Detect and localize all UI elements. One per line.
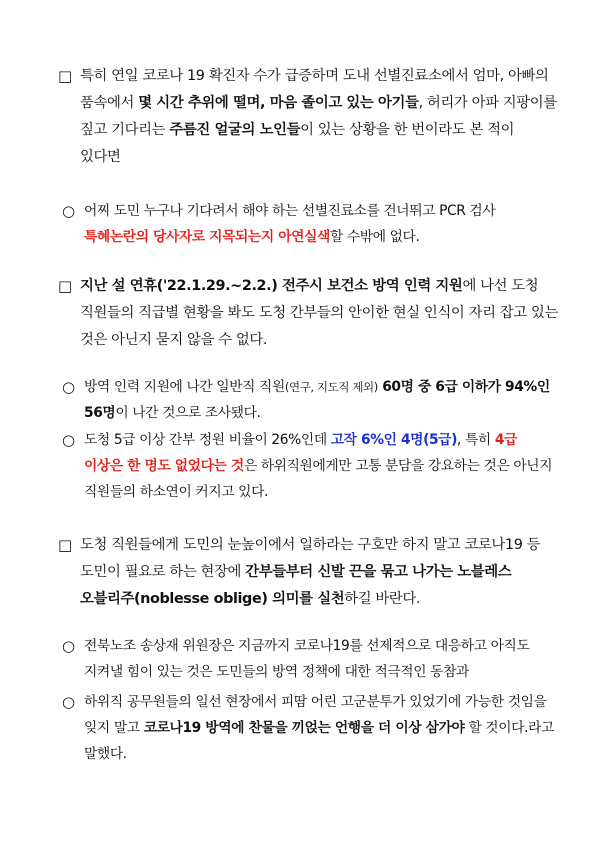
square-bullet-icon: □ [58,67,73,85]
text-run: 할 것이다.라고 말했다. [84,720,554,762]
bold-text-run: 간부들부터 신발 끈을 묶고 나가는 노블레스 오블리주(noblesse oblige) 의미를 실천 [80,564,512,607]
section-3 [58,532,558,613]
text-run: 은 하위직원에게만 고통 분담을 강요하는 것은 아닌지 직원들의 하소연이 커지고 있다. [84,458,553,500]
red-bold-text-run: 특혜논란의 당사자로 지목되는지 아연실색 [84,229,330,245]
section-2-sub-1 [62,374,558,426]
text-run: 특히 연일 코로나 19 확진자 수가 급증하며 도내 선별진료소에서 엄마, 아빠의 품속에서 [80,68,549,111]
section-1-main-paragraph [58,63,558,171]
text-run: 방역 인력 지원에 나간 일반직 직원 [84,379,285,395]
section-3-sub-2 [62,689,558,767]
blue-bold-text-run: 고작 6%인 4명(5급) [330,432,458,448]
paragraph-text [80,273,558,354]
circle-bullet-icon: ○ [62,431,76,449]
section-3-sub-paragraph-2 [62,689,558,767]
section-2-sub-2 [62,427,558,505]
text-run: 하위직 공무원들의 일선 현장에서 피땀 어린 고군분투가 있었기에 가능한 것임을 잊지 말고 [84,694,547,736]
paragraph-text [84,374,558,426]
paragraph-text [84,198,558,250]
section-3-main-paragraph [58,532,558,613]
bold-text-run: 지난 설 연휴('22.1.29.~2.2.) 전주시 보건소 방역 인력 지원 [80,278,463,294]
bold-text-run: 60명 중 6급 이하가 94%인 56명 [84,379,550,421]
circle-bullet-icon: ○ [62,202,76,220]
bold-text-run: 몇 시간 추위에 떨며, 마음 졸이고 있는 아기들 [138,95,419,111]
text-run: 어찌 도민 누구나 기다려서 해야 하는 선별진료소를 건너뛰고 PCR 검사 [84,203,496,219]
circle-bullet-icon: ○ [62,378,76,396]
small-text-run: (연구, 지도직 제외) [284,380,378,394]
section-1 [58,63,558,171]
bold-text-run: 주름진 얼굴의 노인들 [169,122,301,138]
bold-text-run: 코로나19 방역에 찬물을 끼얹는 언행을 더 이상 삼가야 [143,720,465,736]
paragraph-text [84,689,558,767]
paragraph-text [84,427,558,505]
paragraph-text [80,63,558,171]
paragraph-text [80,532,558,613]
square-bullet-icon: □ [58,536,73,554]
text-run: 도청 5급 이상 간부 정원 비율이 26%인데 [84,432,331,448]
section-2-sub-paragraph-1 [62,374,558,426]
circle-bullet-icon: ○ [62,637,76,655]
section-3-sub-paragraph-1 [62,633,558,685]
circle-bullet-icon: ○ [62,693,76,711]
text-run: 도청 직원들에게 도민의 눈높이에서 일하라는 구호만 하지 말고 코로나19 등 도민이 필요로 하는 현장에 [80,537,541,580]
text-run: 에 나선 도청 직원들의 직급별 현황을 봐도 도청 간부들의 안이한 현실 인식이 자리 잡고 있는 것은 아닌지 묻지 않을 수 없다. [80,278,558,348]
text-run: 이 나간 것으로 조사됐다. [115,405,261,421]
red-bold-text-run: 4급 이상은 한 명도 없었다는 것 [84,432,517,474]
text-run: 이 있는 상황을 한 번이라도 본 적이 있다면 [80,122,515,165]
square-bullet-icon: □ [58,277,73,295]
text-run: , 특히 [457,432,495,448]
text-run: 하길 바란다. [344,591,421,607]
section-1-sub [62,198,558,250]
section-3-sub-1 [62,633,558,685]
section-1-sub-paragraph [62,198,558,250]
text-run: 할 수밖에 없다. [329,229,420,245]
section-2-main-paragraph [58,273,558,354]
paragraph-text [84,633,558,685]
section-2-sub-paragraph-2 [62,427,558,505]
section-2 [58,273,558,354]
text-run: 전북노조 송상재 위원장은 지금까지 코로나19를 선제적으로 대응하고 아직도 지켜낼 힘이 있는 것은 도민들의 방역 정책에 대한 적극적인 동참과 [84,638,530,680]
text-run: , 허리가 아파 지팡이를 짚고 기다리는 [80,95,557,138]
